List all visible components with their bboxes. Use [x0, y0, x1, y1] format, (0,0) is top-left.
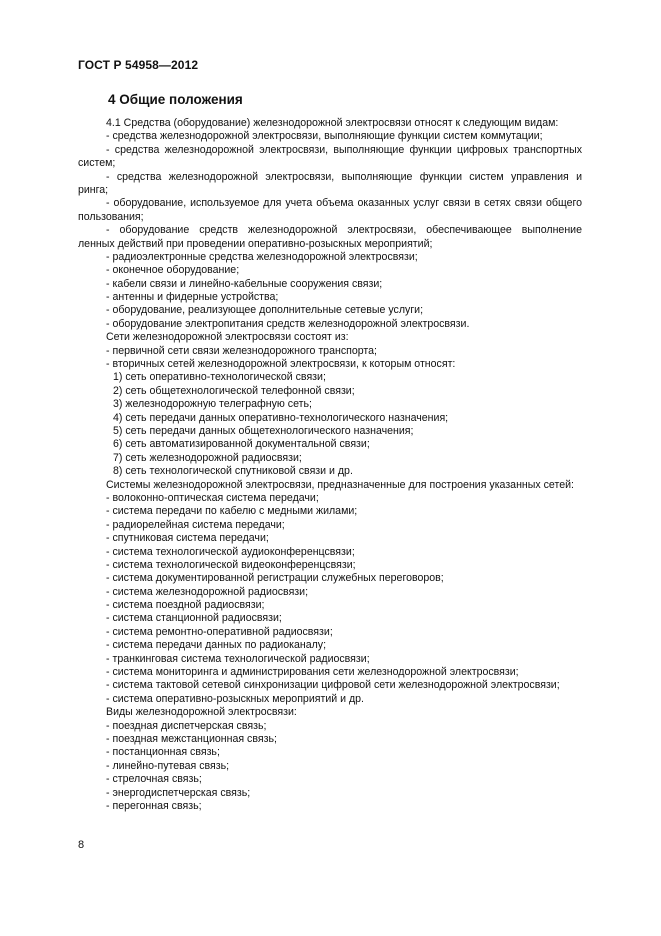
text-line: пользования;	[78, 210, 144, 223]
text-line: 6) сеть автоматизированной документальной связи;	[113, 438, 370, 451]
text-line: - средства железнодорожной электросвязи, выполняющие функции систем коммутации;	[106, 130, 543, 143]
text-line: - кабели связи и линейно-кабельные сооружения связи;	[106, 277, 383, 290]
text-line: Виды железнодорожной электросвязи:	[106, 706, 297, 719]
text-line: Системы железнодорожной электросвязи, предназначенные для построения указанных сетей:	[106, 478, 574, 491]
text-line: - антенны и фидерные устройства;	[106, 291, 279, 304]
text-line: - средства железнодорожной электросвязи, выполняющие функции цифровых транспортных	[106, 143, 582, 156]
text-line: - вторичных сетей железнодорожной электросвязи, к которым относят:	[106, 358, 456, 371]
text-line: - оборудование электропитания средств железнодорожной электросвязи.	[106, 317, 470, 330]
text-line: ринга;	[78, 183, 109, 196]
text-line: - система документированной регистрации служебных переговоров;	[106, 572, 444, 585]
text-line: - стрелочная связь;	[106, 773, 202, 786]
text-line: 4) сеть передачи данных оперативно-технологического назначения;	[113, 411, 449, 424]
text-line: 8) сеть технологической спутниковой связи и др.	[113, 465, 353, 478]
text-line: Сети железнодорожной электросвязи состоят из:	[106, 331, 349, 344]
text-line: ленных действий при проведении оперативно-розыскных мероприятий;	[78, 237, 433, 250]
text-line: - система технологической аудиоконференцсвязи;	[106, 545, 355, 558]
text-line: - система ремонтно-оперативной радиосвязи;	[106, 625, 333, 638]
text-line: - система железнодорожной радиосвязи;	[106, 585, 309, 598]
text-line: - оборудование, реализующее дополнительные сетевые услуги;	[106, 304, 424, 317]
text-line: - система тактовой сетевой синхронизации цифровой сети железнодорожной электросвязи;	[106, 679, 560, 692]
text-line: - оборудование, используемое для учета объема оказанных услуг связи в сетях связи общего	[106, 197, 582, 210]
text-line: - средства железнодорожной электросвязи, выполняющие функции систем управления и	[106, 170, 582, 183]
text-line: систем;	[78, 157, 116, 170]
text-line: - система оперативно-розыскных мероприятий и др.	[106, 692, 364, 705]
text-line: - оборудование средств железнодорожной электросвязи, обеспечивающее выполнение	[106, 224, 582, 237]
text-line: 1) сеть оперативно-технологической связи;	[113, 371, 326, 384]
text-line: 2) сеть общетехнологической телефонной связи;	[113, 384, 355, 397]
text-line: - перегонная связь;	[106, 799, 202, 812]
text-line: - поездная диспетчерская связь;	[106, 719, 267, 732]
document-header: ГОСТ Р 54958—2012	[78, 58, 199, 72]
text-line: 5) сеть передачи данных общетехнологического назначения;	[113, 424, 414, 437]
text-line: - энергодиспетчерская связь;	[106, 786, 251, 799]
text-line: - постанционная связь;	[106, 746, 220, 759]
text-line: - линейно-путевая связь;	[106, 759, 230, 772]
text-line: - первичной сети связи железнодорожного транспорта;	[106, 344, 377, 357]
text-line: - система передачи данных по радиоканалу;	[106, 639, 327, 652]
section-title: 4 Общие положения	[108, 92, 243, 107]
text-line: - система поездной радиосвязи;	[106, 599, 265, 612]
text-line: - система мониторинга и администрирования сети железнодорожной электросвязи;	[106, 666, 519, 679]
text-line: 4.1 Средства (оборудование) железнодорожной электросвязи относят к следующим видам:	[106, 117, 559, 129]
text-line: - система технологической видеоконференцсвязи;	[106, 558, 356, 571]
text-line: - транкинговая система технологической радиосвязи;	[106, 652, 370, 665]
text-line: - поездная межстанционная связь;	[106, 732, 277, 745]
text-line: 7) сеть железнодорожной радиосвязи;	[113, 451, 302, 464]
document-body	[78, 117, 582, 813]
text-line: - радиорелейная система передачи;	[106, 518, 285, 531]
text-line: 3) железнодорожную телеграфную сеть;	[113, 398, 312, 411]
text-line: - система передачи по кабелю с медными жилами;	[106, 505, 358, 518]
text-line: - система станционной радиосвязи;	[106, 612, 282, 625]
text-line: - спутниковая система передачи;	[106, 532, 269, 545]
page-number: 8	[78, 839, 85, 851]
text-line: - радиоэлектронные средства железнодорожной электросвязи;	[106, 250, 418, 263]
text-line: - волоконно-оптическая система передачи;	[106, 491, 319, 504]
text-line: - оконечное оборудование;	[106, 264, 240, 277]
